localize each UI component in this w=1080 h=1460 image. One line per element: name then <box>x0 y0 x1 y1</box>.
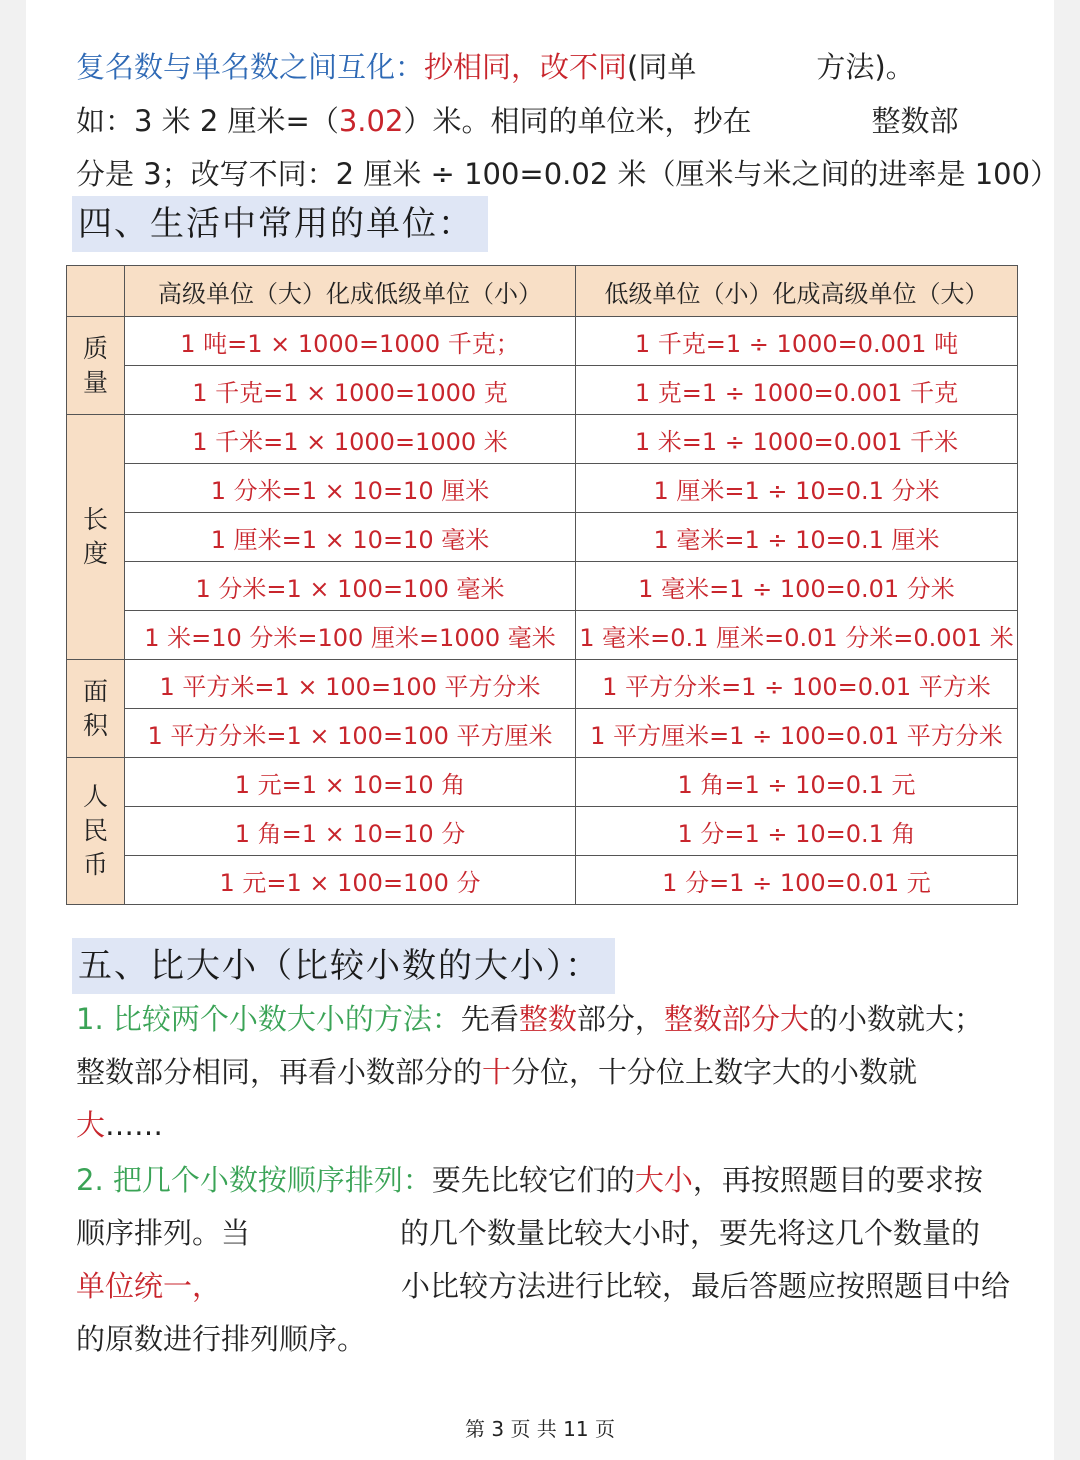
p1-line-2 <box>76 1052 917 1092</box>
table-cell: 1 米=10 分米=100 厘米=1000 毫米 <box>125 611 576 660</box>
table-cell: 1 分=1 ÷ 10=0.1 角 <box>576 807 1018 856</box>
section-5-heading: 五、比大小（比较小数的大小）： <box>72 938 615 994</box>
intro-rule-note: (同单 <box>627 50 697 84</box>
p2-text: 顺序排列。当 <box>76 1216 251 1250</box>
p2-lead: 2. 把几个小数按顺序排列： <box>76 1163 432 1197</box>
table-row <box>67 513 1018 562</box>
table-cell: 1 毫米=0.1 厘米=0.01 分米=0.001 米 <box>576 611 1018 660</box>
table-cell: 1 千米=1 × 1000=1000 米 <box>125 415 576 464</box>
p2-line-4: 的原数进行排列顺序。 <box>76 1322 367 1356</box>
p1-keyword: 十 <box>482 1055 512 1089</box>
intro-line-1 <box>76 47 915 87</box>
table-cell: 1 平方分米=1 ÷ 100=0.01 平方米 <box>576 660 1018 709</box>
table-cell: 1 角=1 × 10=10 分 <box>125 807 576 856</box>
table-cell: 1 平方米=1 × 100=100 平方分米 <box>125 660 576 709</box>
intro-line-2 <box>76 101 958 141</box>
table-row <box>67 464 1018 513</box>
occluded-region <box>696 54 816 84</box>
table-row <box>67 758 1018 807</box>
page-number: 第 3 页 共 11 页 <box>465 1417 615 1441</box>
table-cell: 1 平方分米=1 × 100=100 平方厘米 <box>125 709 576 758</box>
p1-line-1 <box>76 999 983 1039</box>
p2-text: 的几个数量比较大小时，要先将这几个数量的 <box>400 1216 981 1250</box>
table-cell: 1 分=1 ÷ 100=0.01 元 <box>576 856 1018 905</box>
intro-rule: 抄相同，改不同 <box>424 50 628 84</box>
table-cell: 1 千克=1 × 1000=1000 克 <box>125 366 576 415</box>
table-row <box>67 366 1018 415</box>
p1-text: 部分， <box>576 1002 664 1036</box>
p1-text: 先看 <box>460 1002 519 1036</box>
example-text-cont: ）米。相同的单位米，抄在 <box>403 104 752 138</box>
intro-line-3: 分是 3；改写不同：2 厘米 ÷ 100=0.02 米（厘米与米之间的进率是 100） <box>76 157 1060 191</box>
document-page <box>26 0 1060 1460</box>
table-cell: 1 毫米=1 ÷ 100=0.01 分米 <box>576 562 1018 611</box>
table-row <box>67 317 1018 366</box>
category-area: 面 积 <box>67 660 125 758</box>
p1-text: 整数部分相同，再看小数部分的 <box>76 1055 483 1089</box>
table-cell: 1 克=1 ÷ 1000=0.001 千克 <box>576 366 1018 415</box>
table-cell: 1 毫米=1 ÷ 10=0.1 厘米 <box>576 513 1018 562</box>
table-cell: 1 吨=1 × 1000=1000 千克； <box>125 317 576 366</box>
table-cell: 1 元=1 × 100=100 分 <box>125 856 576 905</box>
occluded-region <box>751 108 871 138</box>
table-row <box>67 709 1018 758</box>
category-currency: 人 民 币 <box>67 758 125 905</box>
p2-keyword: 单位统一， <box>76 1269 222 1303</box>
units-table <box>66 265 1018 905</box>
example-answer: 3.02 <box>338 104 404 138</box>
p1-lead: 1. 比较两个小数大小的方法： <box>76 1002 461 1036</box>
example-text-end: 整数部 <box>871 104 959 138</box>
category-mass: 质 量 <box>67 317 125 415</box>
table-row <box>67 807 1018 856</box>
intro-topic: 复名数与单名数之间互化： <box>76 50 425 84</box>
table-row <box>67 562 1018 611</box>
table-row <box>67 660 1018 709</box>
p1-keyword: 整数部分大 <box>663 1002 809 1036</box>
table-cell: 1 平方厘米=1 ÷ 100=0.01 平方分米 <box>576 709 1018 758</box>
table-cell: 1 角=1 ÷ 10=0.1 元 <box>576 758 1018 807</box>
p2-text: 要先比较它们的 <box>431 1163 635 1197</box>
table-cell: 1 分米=1 × 100=100 毫米 <box>125 562 576 611</box>
table-header-cell: 低级单位（小）化成高级单位（大） <box>576 266 1018 317</box>
p2-line-2 <box>76 1213 980 1253</box>
p1-text: 分位，十分位上数字大的小数就 <box>511 1055 918 1089</box>
category-length: 长 度 <box>67 415 125 660</box>
p1-line-3 <box>76 1105 163 1145</box>
section-4-heading: 四、生活中常用的单位： <box>72 196 488 252</box>
occluded-region <box>250 1220 400 1250</box>
table-row <box>67 856 1018 905</box>
table-row <box>67 415 1018 464</box>
table-header-cell: 高级单位（大）化成低级单位（小） <box>125 266 576 317</box>
table-header-cell <box>67 266 125 317</box>
table-cell: 1 分米=1 × 10=10 厘米 <box>125 464 576 513</box>
p2-line-1 <box>76 1160 983 1200</box>
occluded-region <box>221 1273 401 1303</box>
p2-text: 小比较方法进行比较，最后答题应按照题目中给 <box>401 1269 1011 1303</box>
p1-text: 的小数就大； <box>808 1002 983 1036</box>
example-text: 如：3 米 2 厘米=（ <box>76 104 339 138</box>
p2-line-3 <box>76 1266 1010 1306</box>
p1-keyword: 整数 <box>518 1002 577 1036</box>
p2-text: ，再按照题目的要求按 <box>692 1163 983 1197</box>
p1-keyword: 大 <box>76 1108 106 1142</box>
table-cell: 1 厘米=1 ÷ 10=0.1 分米 <box>576 464 1018 513</box>
table-header-row <box>67 266 1018 317</box>
table-row <box>67 611 1018 660</box>
table-cell: 1 千克=1 ÷ 1000=0.001 吨 <box>576 317 1018 366</box>
p2-keyword: 大小 <box>634 1163 693 1197</box>
table-cell: 1 元=1 × 10=10 角 <box>125 758 576 807</box>
table-cell: 1 厘米=1 × 10=10 毫米 <box>125 513 576 562</box>
p1-text: …… <box>105 1108 164 1142</box>
intro-rule-end: 方法)。 <box>816 50 915 84</box>
table-cell: 1 米=1 ÷ 1000=0.001 千米 <box>576 415 1018 464</box>
